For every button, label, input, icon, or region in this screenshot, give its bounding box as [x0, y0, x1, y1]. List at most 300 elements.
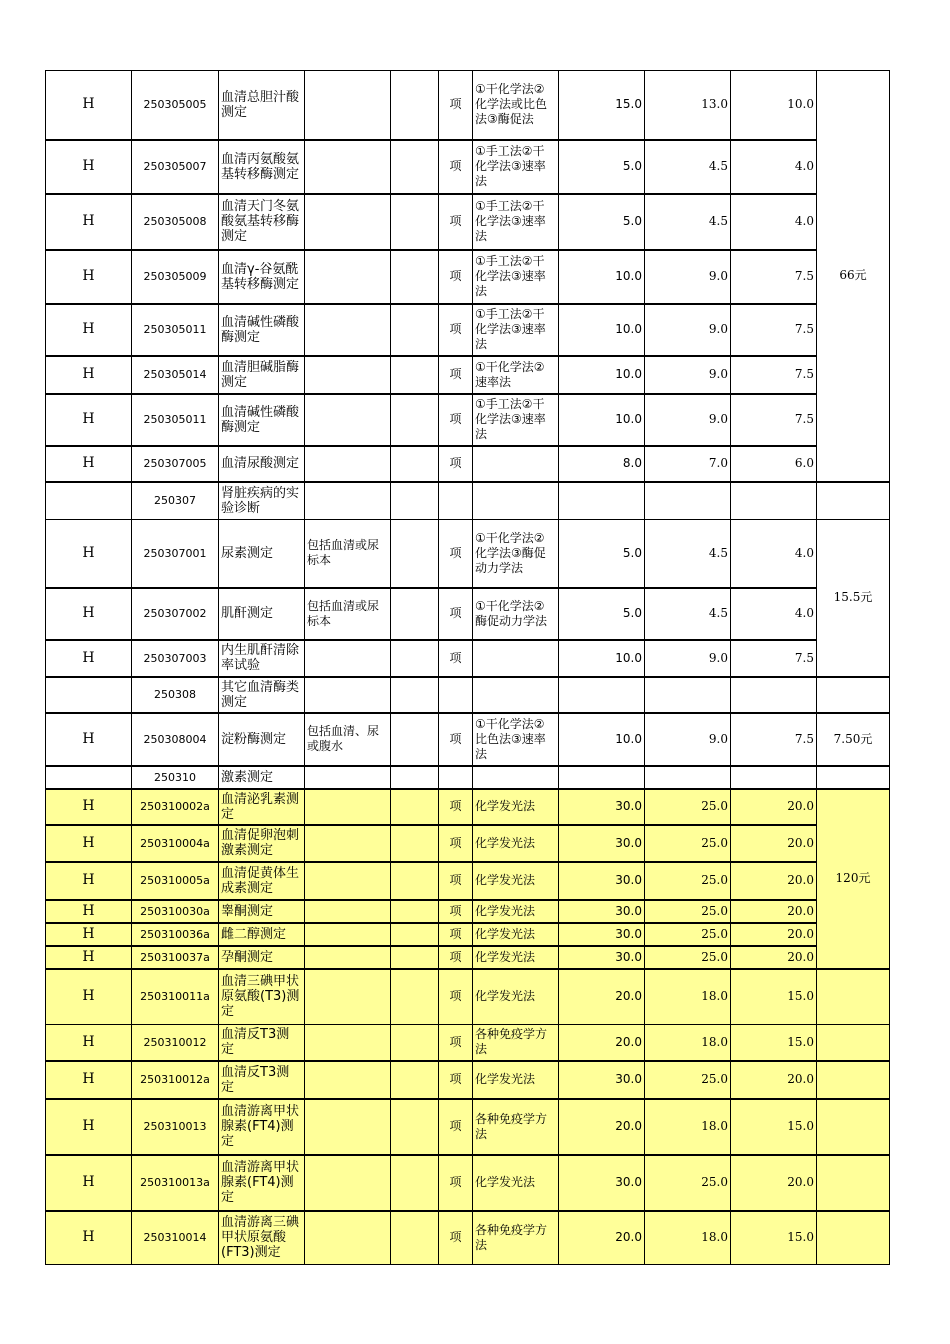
price-grade3: 7.5 — [731, 713, 817, 766]
price-grade3: 6.0 — [731, 446, 817, 482]
price-grade2: 7.0 — [645, 446, 731, 482]
method-cell: 化学发光法 — [473, 969, 559, 1025]
price-grade3: 20.0 — [731, 789, 817, 825]
price-grade3: 4.0 — [731, 194, 817, 250]
table-row — [46, 969, 890, 1025]
price-grade1: 5.0 — [559, 520, 645, 588]
price-grade2: 25.0 — [645, 789, 731, 825]
item-name: 血清碱性磷酸酶测定 — [219, 394, 305, 446]
level-cell: H — [46, 356, 132, 394]
price-grade1: 20.0 — [559, 1025, 645, 1061]
item-name: 血清碱性磷酸酶测定 — [219, 304, 305, 356]
item-name: 内生肌酐清除率试验 — [219, 640, 305, 677]
item-note — [305, 1061, 391, 1099]
group-total — [817, 969, 890, 1025]
price-grade3: 7.5 — [731, 394, 817, 446]
item-code: 250305011 — [132, 394, 219, 446]
level-cell: H — [46, 520, 132, 588]
price-grade3 — [731, 677, 817, 713]
blank-cell — [391, 588, 439, 640]
table-row — [46, 394, 890, 446]
item-note — [305, 923, 391, 946]
table-row — [46, 1099, 890, 1155]
unit-cell: 项 — [439, 140, 473, 194]
price-grade2 — [645, 766, 731, 789]
item-code: 250307002 — [132, 588, 219, 640]
item-code: 250305014 — [132, 356, 219, 394]
price-grade1: 10.0 — [559, 250, 645, 304]
table-row — [46, 482, 890, 520]
price-grade2: 25.0 — [645, 1061, 731, 1099]
item-name: 血清三碘甲状原氨酸(T3)测定 — [219, 969, 305, 1025]
item-note — [305, 356, 391, 394]
item-code: 250310012a — [132, 1061, 219, 1099]
blank-cell — [391, 1211, 439, 1265]
table-row — [46, 71, 890, 140]
unit-cell: 项 — [439, 789, 473, 825]
price-grade2: 4.5 — [645, 588, 731, 640]
table-row — [46, 1025, 890, 1061]
level-cell: H — [46, 900, 132, 923]
price-grade1: 10.0 — [559, 304, 645, 356]
level-cell: H — [46, 140, 132, 194]
blank-cell — [391, 446, 439, 482]
item-code: 250310036a — [132, 923, 219, 946]
item-note — [305, 677, 391, 713]
item-code: 250308 — [132, 677, 219, 713]
item-name: 睾酮测定 — [219, 900, 305, 923]
blank-cell — [391, 825, 439, 862]
item-code: 250307005 — [132, 446, 219, 482]
item-name: 血清游离甲状腺素(FT4)测定 — [219, 1099, 305, 1155]
item-note — [305, 640, 391, 677]
table-row — [46, 304, 890, 356]
price-grade1: 5.0 — [559, 194, 645, 250]
item-note — [305, 862, 391, 900]
method-cell: 化学发光法 — [473, 789, 559, 825]
group-total — [817, 1025, 890, 1061]
method-cell: ①干化学法②化学法或比色法③酶促法 — [473, 71, 559, 140]
blank-cell — [391, 356, 439, 394]
item-note — [305, 71, 391, 140]
method-cell: 各种免疫学方法 — [473, 1211, 559, 1265]
item-code: 250310005a — [132, 862, 219, 900]
table-row — [46, 1061, 890, 1099]
price-grade2: 13.0 — [645, 71, 731, 140]
group-total: 15.5元 — [817, 520, 890, 677]
item-code: 250305005 — [132, 71, 219, 140]
table-row — [46, 588, 890, 640]
item-code: 250310 — [132, 766, 219, 789]
item-code: 250310004a — [132, 825, 219, 862]
blank-cell — [391, 713, 439, 766]
blank-cell — [391, 71, 439, 140]
method-cell: ①干化学法②化学法③酶促动力学法 — [473, 520, 559, 588]
price-grade1: 15.0 — [559, 71, 645, 140]
method-cell: ①干化学法②速率法 — [473, 356, 559, 394]
method-cell: 化学发光法 — [473, 946, 559, 969]
method-cell: ①手工法②干化学法③速率法 — [473, 140, 559, 194]
level-cell: H — [46, 789, 132, 825]
price-grade2 — [645, 482, 731, 520]
item-name: 血清促卵泡刺激素测定 — [219, 825, 305, 862]
blank-cell — [391, 862, 439, 900]
item-note — [305, 194, 391, 250]
item-code: 250310037a — [132, 946, 219, 969]
blank-cell — [391, 1155, 439, 1211]
item-note — [305, 304, 391, 356]
item-name: 血清尿酸测定 — [219, 446, 305, 482]
price-grade2: 9.0 — [645, 250, 731, 304]
price-grade2: 9.0 — [645, 356, 731, 394]
item-note — [305, 1025, 391, 1061]
item-code: 250307 — [132, 482, 219, 520]
unit-cell: 项 — [439, 588, 473, 640]
item-name: 肾脏疾病的实验诊断 — [219, 482, 305, 520]
method-cell — [473, 446, 559, 482]
method-cell: 各种免疫学方法 — [473, 1099, 559, 1155]
group-total — [817, 1155, 890, 1211]
blank-cell — [391, 789, 439, 825]
item-code: 250310014 — [132, 1211, 219, 1265]
group-total: 120元 — [817, 789, 890, 969]
unit-cell: 项 — [439, 900, 473, 923]
table-row — [46, 640, 890, 677]
level-cell: H — [46, 1099, 132, 1155]
level-cell: H — [46, 1155, 132, 1211]
unit-cell: 项 — [439, 250, 473, 304]
price-grade2 — [645, 677, 731, 713]
price-grade1: 30.0 — [559, 900, 645, 923]
price-grade2: 9.0 — [645, 713, 731, 766]
price-grade1: 20.0 — [559, 1211, 645, 1265]
price-grade1: 30.0 — [559, 1155, 645, 1211]
method-cell — [473, 482, 559, 520]
method-cell: ①手工法②干化学法③速率法 — [473, 194, 559, 250]
price-grade1: 30.0 — [559, 946, 645, 969]
item-code: 250310002a — [132, 789, 219, 825]
method-cell: 化学发光法 — [473, 900, 559, 923]
price-grade2: 18.0 — [645, 1211, 731, 1265]
group-total: 7.50元 — [817, 713, 890, 766]
table-row — [46, 140, 890, 194]
method-cell: 化学发光法 — [473, 825, 559, 862]
item-name: 其它血清酶类测定 — [219, 677, 305, 713]
item-code: 250308004 — [132, 713, 219, 766]
price-grade3: 20.0 — [731, 1155, 817, 1211]
price-grade1: 10.0 — [559, 640, 645, 677]
blank-cell — [391, 900, 439, 923]
table-row — [46, 862, 890, 900]
price-grade3: 7.5 — [731, 640, 817, 677]
unit-cell: 项 — [439, 1061, 473, 1099]
blank-cell — [391, 969, 439, 1025]
blank-cell — [391, 194, 439, 250]
price-grade3: 15.0 — [731, 1211, 817, 1265]
price-grade3: 15.0 — [731, 969, 817, 1025]
table-row — [46, 1211, 890, 1265]
method-cell: ①干化学法②比色法③速率法 — [473, 713, 559, 766]
blank-cell — [391, 394, 439, 446]
item-note — [305, 789, 391, 825]
price-grade3: 20.0 — [731, 900, 817, 923]
blank-cell — [391, 1099, 439, 1155]
price-grade3: 7.5 — [731, 250, 817, 304]
fee-table — [45, 70, 890, 1265]
blank-cell — [391, 250, 439, 304]
group-total: 66元 — [817, 71, 890, 482]
unit-cell: 项 — [439, 1211, 473, 1265]
item-note — [305, 1155, 391, 1211]
price-grade3: 20.0 — [731, 862, 817, 900]
item-name: 血清总胆汁酸测定 — [219, 71, 305, 140]
level-cell — [46, 482, 132, 520]
table-row — [46, 446, 890, 482]
price-grade2: 25.0 — [645, 1155, 731, 1211]
price-grade1: 10.0 — [559, 713, 645, 766]
item-code: 250310013 — [132, 1099, 219, 1155]
unit-cell: 项 — [439, 71, 473, 140]
level-cell — [46, 677, 132, 713]
blank-cell — [391, 677, 439, 713]
level-cell: H — [46, 923, 132, 946]
item-note — [305, 946, 391, 969]
price-grade3: 20.0 — [731, 923, 817, 946]
table-row — [46, 900, 890, 923]
price-grade1: 10.0 — [559, 356, 645, 394]
price-grade3: 7.5 — [731, 356, 817, 394]
item-code: 250310030a — [132, 900, 219, 923]
blank-cell — [391, 923, 439, 946]
item-note — [305, 482, 391, 520]
item-code: 250310012 — [132, 1025, 219, 1061]
price-grade2: 25.0 — [645, 825, 731, 862]
price-grade3: 15.0 — [731, 1099, 817, 1155]
price-grade2: 25.0 — [645, 946, 731, 969]
unit-cell: 项 — [439, 394, 473, 446]
level-cell: H — [46, 946, 132, 969]
unit-cell: 项 — [439, 640, 473, 677]
price-grade3 — [731, 766, 817, 789]
table-row — [46, 250, 890, 304]
method-cell: ①手工法②干化学法③速率法 — [473, 250, 559, 304]
price-grade2: 25.0 — [645, 923, 731, 946]
price-grade3: 20.0 — [731, 946, 817, 969]
unit-cell: 项 — [439, 969, 473, 1025]
price-grade2: 18.0 — [645, 1099, 731, 1155]
method-cell: 化学发光法 — [473, 862, 559, 900]
level-cell — [46, 766, 132, 789]
price-grade2: 18.0 — [645, 1025, 731, 1061]
price-grade1: 30.0 — [559, 923, 645, 946]
table-row — [46, 677, 890, 713]
level-cell: H — [46, 1211, 132, 1265]
level-cell: H — [46, 713, 132, 766]
level-cell: H — [46, 446, 132, 482]
item-code: 250307001 — [132, 520, 219, 588]
item-note — [305, 825, 391, 862]
method-cell: 化学发光法 — [473, 1061, 559, 1099]
item-name: 血清反T3测定 — [219, 1025, 305, 1061]
unit-cell: 项 — [439, 446, 473, 482]
price-grade1: 8.0 — [559, 446, 645, 482]
level-cell: H — [46, 394, 132, 446]
group-total — [817, 1211, 890, 1265]
unit-cell: 项 — [439, 923, 473, 946]
item-note — [305, 140, 391, 194]
method-cell — [473, 640, 559, 677]
item-name: 血清丙氨酸氨基转移酶测定 — [219, 140, 305, 194]
method-cell: ①干化学法②酶促动力学法 — [473, 588, 559, 640]
item-code: 250310013a — [132, 1155, 219, 1211]
method-cell — [473, 677, 559, 713]
level-cell: H — [46, 640, 132, 677]
price-grade2: 18.0 — [645, 969, 731, 1025]
item-name: 血清反T3测定 — [219, 1061, 305, 1099]
price-grade2: 4.5 — [645, 520, 731, 588]
table-row — [46, 946, 890, 969]
group-total — [817, 482, 890, 520]
price-grade2: 4.5 — [645, 194, 731, 250]
price-grade1: 10.0 — [559, 394, 645, 446]
price-grade2: 9.0 — [645, 394, 731, 446]
item-name: 尿素测定 — [219, 520, 305, 588]
table-row — [46, 356, 890, 394]
unit-cell — [439, 677, 473, 713]
item-name: 雌二醇测定 — [219, 923, 305, 946]
price-grade2: 4.5 — [645, 140, 731, 194]
item-name: 血清胆碱脂酶测定 — [219, 356, 305, 394]
unit-cell: 项 — [439, 1025, 473, 1061]
table-row — [46, 825, 890, 862]
method-cell — [473, 766, 559, 789]
group-total — [817, 677, 890, 713]
item-name: 血清游离三碘甲状原氨酸(FT3)测定 — [219, 1211, 305, 1265]
price-grade2: 9.0 — [645, 640, 731, 677]
item-note — [305, 1099, 391, 1155]
blank-cell — [391, 520, 439, 588]
item-note — [305, 766, 391, 789]
item-note — [305, 1211, 391, 1265]
price-grade1 — [559, 766, 645, 789]
group-total — [817, 1099, 890, 1155]
level-cell: H — [46, 250, 132, 304]
table-row — [46, 194, 890, 250]
item-note — [305, 969, 391, 1025]
level-cell: H — [46, 969, 132, 1025]
unit-cell — [439, 482, 473, 520]
level-cell: H — [46, 1025, 132, 1061]
table-row — [46, 923, 890, 946]
method-cell: 化学发光法 — [473, 923, 559, 946]
item-note — [305, 394, 391, 446]
level-cell: H — [46, 71, 132, 140]
item-code: 250305008 — [132, 194, 219, 250]
price-grade3 — [731, 482, 817, 520]
table-row — [46, 766, 890, 789]
price-grade3: 20.0 — [731, 1061, 817, 1099]
price-grade1: 5.0 — [559, 140, 645, 194]
price-grade3: 4.0 — [731, 140, 817, 194]
item-note: 包括血清或尿标本 — [305, 520, 391, 588]
item-code: 250305007 — [132, 140, 219, 194]
item-note: 包括血清或尿标本 — [305, 588, 391, 640]
item-note — [305, 900, 391, 923]
price-grade3: 7.5 — [731, 304, 817, 356]
price-grade1: 30.0 — [559, 862, 645, 900]
price-grade2: 9.0 — [645, 304, 731, 356]
item-code: 250305011 — [132, 304, 219, 356]
method-cell: ①手工法②干化学法③速率法 — [473, 394, 559, 446]
group-total — [817, 1061, 890, 1099]
price-grade1 — [559, 482, 645, 520]
level-cell: H — [46, 304, 132, 356]
price-grade3: 10.0 — [731, 71, 817, 140]
blank-cell — [391, 140, 439, 194]
blank-cell — [391, 1025, 439, 1061]
item-code: 250310011a — [132, 969, 219, 1025]
unit-cell: 项 — [439, 520, 473, 588]
item-note: 包括血清、尿或腹水 — [305, 713, 391, 766]
unit-cell: 项 — [439, 1155, 473, 1211]
unit-cell: 项 — [439, 862, 473, 900]
item-name: 血清天门冬氨酸氨基转移酶测定 — [219, 194, 305, 250]
table-row — [46, 789, 890, 825]
group-total — [817, 766, 890, 789]
price-grade2: 25.0 — [645, 862, 731, 900]
method-cell: ①手工法②干化学法③速率法 — [473, 304, 559, 356]
price-grade3: 4.0 — [731, 520, 817, 588]
unit-cell: 项 — [439, 825, 473, 862]
price-grade1: 30.0 — [559, 1061, 645, 1099]
price-grade1: 20.0 — [559, 969, 645, 1025]
item-name: 淀粉酶测定 — [219, 713, 305, 766]
item-code: 250305009 — [132, 250, 219, 304]
price-grade3: 15.0 — [731, 1025, 817, 1061]
price-grade1 — [559, 677, 645, 713]
level-cell: H — [46, 194, 132, 250]
price-grade1: 20.0 — [559, 1099, 645, 1155]
table-row — [46, 1155, 890, 1211]
level-cell: H — [46, 862, 132, 900]
item-note — [305, 446, 391, 482]
item-name: 激素测定 — [219, 766, 305, 789]
blank-cell — [391, 482, 439, 520]
unit-cell: 项 — [439, 356, 473, 394]
method-cell: 化学发光法 — [473, 1155, 559, 1211]
item-name: 血清泌乳素测定 — [219, 789, 305, 825]
blank-cell — [391, 946, 439, 969]
item-name: 血清游离甲状腺素(FT4)测定 — [219, 1155, 305, 1211]
method-cell: 各种免疫学方法 — [473, 1025, 559, 1061]
price-grade1: 30.0 — [559, 825, 645, 862]
item-name: 血清促黄体生成素测定 — [219, 862, 305, 900]
item-code: 250307003 — [132, 640, 219, 677]
price-grade2: 25.0 — [645, 900, 731, 923]
item-note — [305, 250, 391, 304]
blank-cell — [391, 304, 439, 356]
unit-cell — [439, 766, 473, 789]
item-name: 肌酐测定 — [219, 588, 305, 640]
blank-cell — [391, 766, 439, 789]
price-grade1: 30.0 — [559, 789, 645, 825]
unit-cell: 项 — [439, 304, 473, 356]
unit-cell: 项 — [439, 713, 473, 766]
price-grade1: 5.0 — [559, 588, 645, 640]
level-cell: H — [46, 588, 132, 640]
price-grade3: 20.0 — [731, 825, 817, 862]
price-grade3: 4.0 — [731, 588, 817, 640]
